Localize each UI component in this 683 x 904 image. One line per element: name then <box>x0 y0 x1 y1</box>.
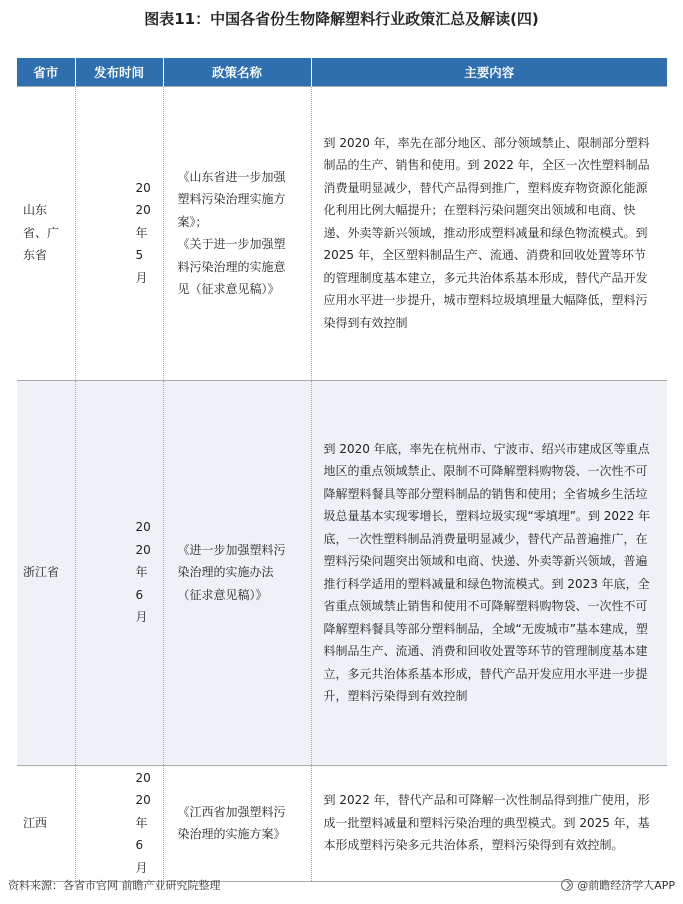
cell-date: 2020 年 5 月 <box>75 86 163 380</box>
policy-name: 《江西省加强塑料污染治理的实施方案》 <box>177 804 286 841</box>
brand-logo-icon <box>561 879 573 891</box>
header-policy-name: 政策名称 <box>163 58 311 86</box>
cell-date: 2020 年 6 月 <box>75 380 163 765</box>
cell-policy <box>163 380 311 765</box>
cell-province: 山东省、广东省 <box>17 86 75 380</box>
header-province: 省市 <box>17 58 75 86</box>
page-title: 图表11：中国各省份生物降解塑料行业政策汇总及解读(四) <box>144 10 539 28</box>
policy-name: 《进一步加强塑料污染治理的实施办法（征求意见稿）》 <box>177 542 286 602</box>
cell-province: 江西 <box>17 765 75 881</box>
policy-table-container <box>17 58 667 882</box>
cell-content: 到 2022 年，替代产品和可降解一次性制品得到推广使用，形成一批塑料减量和塑料污染治理的典型模式。到 2025 年，基本形成塑料污染多元共治体系，塑料污染得到有效控制。 <box>311 765 667 881</box>
table-header-row <box>17 58 667 86</box>
cell-policy <box>163 765 311 881</box>
header-date: 发布时间 <box>75 58 163 86</box>
cell-policy <box>163 86 311 380</box>
table-row <box>17 86 667 380</box>
table-row <box>17 765 667 881</box>
footer <box>8 877 675 893</box>
cell-province: 浙江省 <box>17 380 75 765</box>
cell-content: 到 2020 年，率先在部分地区、部分领域禁止、限制部分塑料制品的生产、销售和使用。到 2022 年，全区一次性塑料制品消费量明显减少，替代产品得到推广，塑料废弃物资源化能源化利用比例大幅提升；在塑料污染问题突出领域和电商、快递、外卖等新兴领域，推动形成塑料减量和绿色物流模式。到 2025 年，全区塑料制品生产、流通、消费和回收处置等环节的管理制度基本建立，多元共治体系基本形成，替代产品开发应用水平进一步提升，城市塑料垃圾填埋量大幅降低，塑料污染得到有效控制 <box>311 86 667 380</box>
brand-credit <box>561 877 675 893</box>
cell-content: 到 2020 年底，率先在杭州市、宁波市、绍兴市建成区等重点地区的重点领域禁止、限制不可降解塑料购物袋、一次性不可降解塑料餐具等部分塑料制品的销售和使用；全省城乡生活垃圾总量基本实现零增长，塑料垃圾实现“零填埋”。到 2022 年底，一次性塑料制品消费量明显减少，替代产品普遍推广，在塑料污染问题突出领域和电商、快递、外卖等新兴领域，普遍推行科学适用的塑料减量和绿色物流模式。到 2023 年底，全省重点领域禁止销售和使用不可降解塑料购物袋、一次性不可降解塑料餐具等部分塑料制品，全域“无废城市”基本建成，塑料制品生产、流通、消费和回收处置等环节的管理制度基本建立，多元共治体系基本形成，替代产品开发应用水平进一步提升，塑料污染得到有效控制 <box>311 380 667 765</box>
source-note: 资料来源：各省市官网 前瞻产业研究院整理 <box>8 879 221 892</box>
brand-label: @前瞻经济学人APP <box>577 879 675 892</box>
header-main-content: 主要内容 <box>311 58 667 86</box>
policy-table <box>17 58 667 882</box>
policy-name: 《关于进一步加强塑料污染治理的实施意见（征求意见稿）》 <box>177 237 286 296</box>
table-row <box>17 380 667 765</box>
policy-name: 《山东省进一步加强塑料污染治理实施方案》； <box>177 169 286 229</box>
cell-date: 2020 年 6 月 <box>75 765 163 881</box>
